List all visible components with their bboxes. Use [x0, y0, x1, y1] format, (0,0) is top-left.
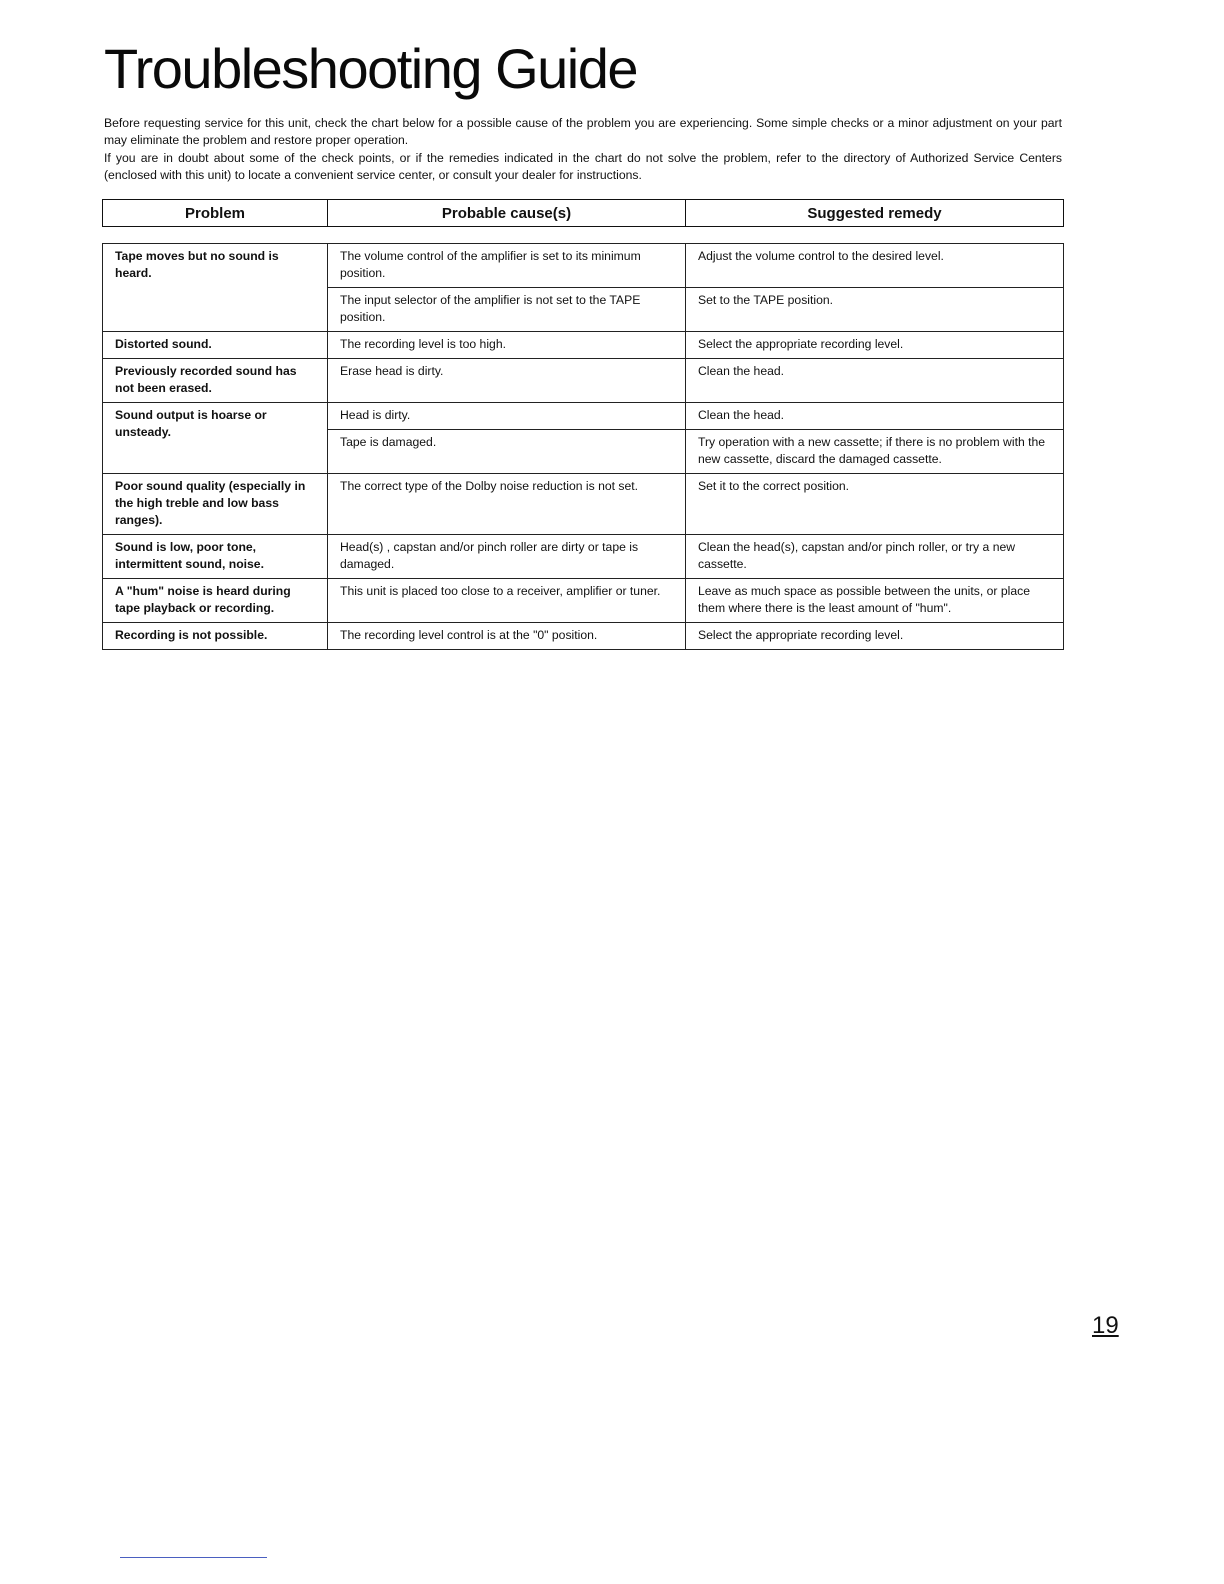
cause-cell: The input selector of the amplifier is not set to the TAPE position.: [328, 288, 686, 332]
cause-cell: Erase head is dirty.: [328, 359, 686, 403]
intro-text: [104, 115, 1062, 185]
problem-cell: Poor sound quality (especially in the high treble and low bass ranges).: [103, 474, 328, 535]
problem-cell: Sound is low, poor tone, intermittent sound, noise.: [103, 535, 328, 579]
cause-cell: Tape is damaged.: [328, 430, 686, 474]
remedy-cell: Adjust the volume control to the desired level.: [686, 244, 1064, 288]
table-row: [103, 244, 1064, 288]
cause-cell: Head is dirty.: [328, 403, 686, 430]
remedy-cell: Select the appropriate recording level.: [686, 332, 1064, 359]
table-row: [103, 535, 1064, 579]
problem-cell: Distorted sound.: [103, 332, 328, 359]
cause-cell: This unit is placed too close to a receiver, amplifier or tuner.: [328, 579, 686, 623]
footer-rule: [120, 1557, 267, 1558]
cause-cell: The recording level control is at the "0" position.: [328, 623, 686, 650]
intro-paragraph: Before requesting service for this unit, check the chart below for a possible cause of the problem you are experiencing. Some simple checks or a minor adjustment on your part may eliminate the problem and restore proper operation.: [104, 116, 1062, 148]
cause-cell: Head(s) , capstan and/or pinch roller are dirty or tape is damaged.: [328, 535, 686, 579]
table-row: [103, 474, 1064, 535]
header-remedy: Suggested remedy: [807, 204, 942, 222]
intro-paragraph: If you are in doubt about some of the check points, or if the remedies indicated in the chart do not solve the problem, refer to the directory of Authorized Service Centers (enclosed with this unit) to locate a convenient service center, or consult your dealer for instructions.: [104, 150, 1062, 183]
table-row: [103, 332, 1064, 359]
cause-cell: The correct type of the Dolby noise reduction is not set.: [328, 474, 686, 535]
table-row: [103, 359, 1064, 403]
table-header: [102, 199, 1064, 227]
remedy-cell: Try operation with a new cassette; if there is no problem with the new cassette, discard the damaged cassette.: [686, 430, 1064, 474]
header-cause: Probable cause(s): [328, 200, 686, 226]
remedy-cell: Select the appropriate recording level.: [686, 623, 1064, 650]
troubleshooting-table: [102, 243, 1064, 650]
problem-cell: Recording is not possible.: [103, 623, 328, 650]
table-row: [103, 623, 1064, 650]
table-row: [103, 579, 1064, 623]
remedy-cell: Set to the TAPE position.: [686, 288, 1064, 332]
header-problem: Problem: [103, 200, 328, 226]
problem-cell: Previously recorded sound has not been erased.: [103, 359, 328, 403]
remedy-cell: Clean the head.: [686, 403, 1064, 430]
remedy-cell: Leave as much space as possible between the units, or place them where there is the least amount of "hum".: [686, 579, 1064, 623]
table-row: [103, 403, 1064, 430]
cause-cell: The recording level is too high.: [328, 332, 686, 359]
remedy-cell: Set it to the correct position.: [686, 474, 1064, 535]
problem-cell: Sound output is hoarse or unsteady.: [103, 403, 328, 474]
problem-cell: Tape moves but no sound is heard.: [103, 244, 328, 332]
page-title: Troubleshooting Guide: [104, 37, 638, 100]
cause-cell: The volume control of the amplifier is set to its minimum position.: [328, 244, 686, 288]
remedy-cell: Clean the head.: [686, 359, 1064, 403]
problem-cell: A "hum" noise is heard during tape playback or recording.: [103, 579, 328, 623]
remedy-cell: Clean the head(s), capstan and/or pinch roller, or try a new cassette.: [686, 535, 1064, 579]
page-number: 19: [1092, 1312, 1119, 1339]
